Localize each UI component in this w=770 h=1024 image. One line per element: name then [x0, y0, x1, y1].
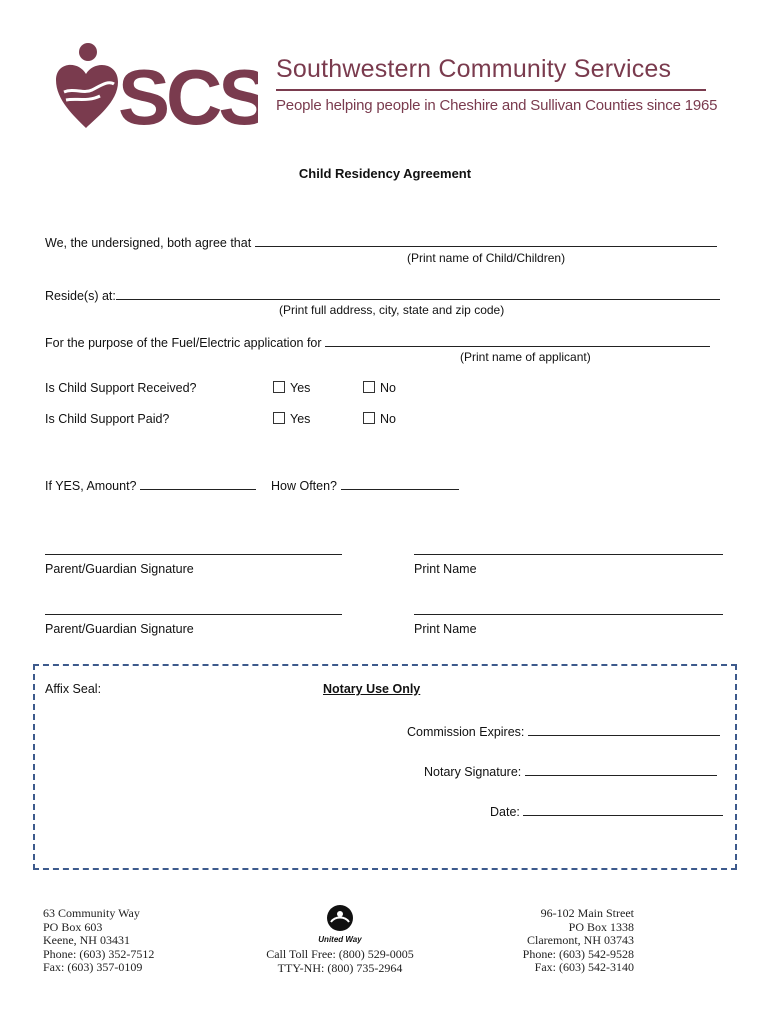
parent-signature-line-2[interactable] — [45, 614, 342, 615]
document-title: Child Residency Agreement — [298, 166, 472, 181]
agree-row — [45, 233, 717, 250]
agree-hint: (Print name of Child/Children) — [407, 251, 566, 265]
checkbox-icon[interactable] — [273, 381, 285, 393]
footer-center-phones: Call Toll Free: (800) 529-0005 TTY-NH: (800) 735-2964 — [266, 947, 414, 975]
united-way-icon — [325, 904, 355, 932]
notary-signature-label: Notary Signature: — [424, 765, 522, 779]
parent-signature-label-1: Parent/Guardian Signature — [45, 562, 194, 576]
reside-hint: (Print full address, city, state and zip code) — [279, 303, 505, 317]
how-often-field[interactable] — [341, 476, 459, 490]
footer-right-address: 96-102 Main Street PO Box 1338 Claremont, NH 03743 Phone: (603) 542-9528 Fax: (603) 542-3140 — [522, 906, 634, 974]
notary-signature-row — [424, 762, 717, 779]
support-paid-no[interactable]: No — [363, 412, 396, 426]
checkbox-icon[interactable] — [363, 381, 375, 393]
agree-label: We, the undersigned, both agree that — [45, 236, 252, 250]
amount-label: If YES, Amount? — [45, 479, 137, 493]
purpose-hint: (Print name of applicant) — [460, 350, 591, 364]
print-name-label-2: Print Name — [414, 622, 477, 636]
print-name-line-2[interactable] — [414, 614, 723, 615]
how-often-label: How Often? — [271, 479, 338, 493]
child-name-field[interactable] — [255, 233, 717, 247]
checkbox-icon[interactable] — [273, 412, 285, 424]
org-name: Southwestern Community Services — [276, 55, 672, 83]
support-received-no[interactable]: No — [363, 381, 396, 395]
amount-field[interactable] — [140, 476, 256, 490]
notary-signature-field[interactable] — [525, 762, 717, 776]
purpose-label: For the purpose of the Fuel/Electric application for — [45, 336, 322, 350]
date-label: Date: — [490, 805, 520, 819]
support-paid-yes[interactable]: Yes — [273, 412, 310, 426]
date-row — [490, 802, 723, 819]
print-name-line-1[interactable] — [414, 554, 723, 555]
support-paid-label: Is Child Support Paid? — [45, 412, 170, 426]
how-often-row — [271, 476, 459, 493]
date-field[interactable] — [523, 802, 723, 816]
reside-label: Reside(s) at: — [45, 289, 116, 303]
commission-field[interactable] — [528, 722, 720, 736]
amount-row — [45, 476, 256, 493]
commission-label: Commission Expires: — [407, 725, 525, 739]
footer-left-address: 63 Community Way PO Box 603 Keene, NH 03431 Phone: (603) 352-7512 Fax: (603) 357-0109 — [43, 906, 155, 974]
reside-row — [45, 286, 720, 303]
support-received-yes[interactable]: Yes — [273, 381, 310, 395]
header-divider — [276, 89, 706, 91]
notary-heading: Notary Use Only — [323, 682, 421, 696]
svg-text:SCS: SCS — [118, 53, 258, 140]
heart-hands-icon — [48, 40, 258, 140]
parent-signature-line-1[interactable] — [45, 554, 342, 555]
commission-row — [407, 722, 720, 739]
tagline: People helping people in Cheshire and Sullivan Counties since 1965 — [276, 97, 718, 114]
scs-logo — [48, 40, 258, 140]
checkbox-icon[interactable] — [363, 412, 375, 424]
purpose-row — [45, 333, 710, 350]
print-name-label-1: Print Name — [414, 562, 477, 576]
affix-seal-label: Affix Seal: — [45, 682, 102, 696]
parent-signature-label-2: Parent/Guardian Signature — [45, 622, 194, 636]
applicant-name-field[interactable] — [325, 333, 710, 347]
support-received-label: Is Child Support Received? — [45, 381, 197, 395]
address-field[interactable] — [116, 286, 720, 300]
united-way-logo: United Way — [310, 904, 370, 944]
